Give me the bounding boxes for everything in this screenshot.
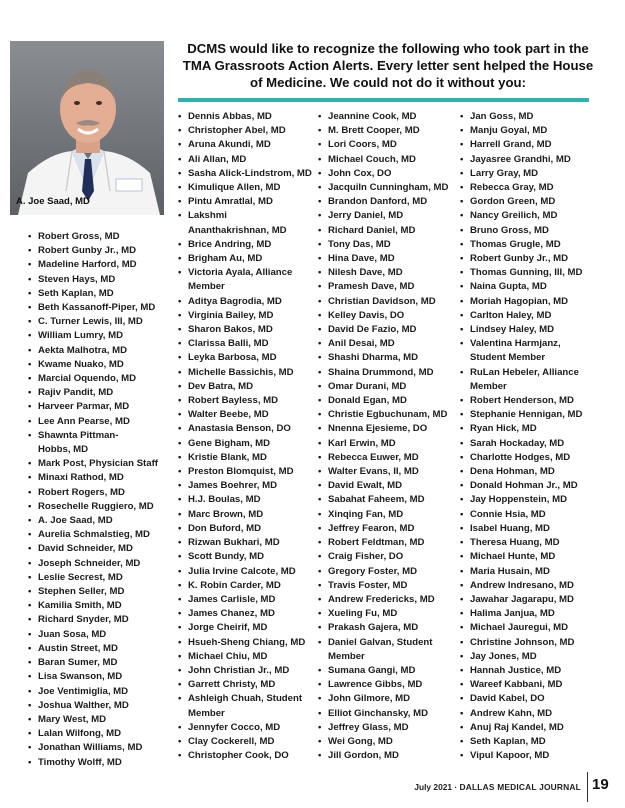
list-item	[460, 337, 600, 365]
list-item: • Michael Couch, MD	[318, 153, 458, 167]
list-item: • Lindsey Haley, MD	[460, 323, 600, 337]
list-item: • David Kabel, DO	[460, 692, 600, 706]
list-item: • Lisa Swanson, MD	[28, 670, 168, 684]
list-item: • James Carlisle, MD	[178, 593, 318, 607]
list-item: • Scott Bundy, MD	[178, 550, 318, 564]
list-item: • Sabahat Faheem, MD	[318, 493, 458, 507]
list-item: • Isabel Huang, MD	[460, 522, 600, 536]
list-item: • Jayasree Grandhi, MD	[460, 153, 600, 167]
list-item: • Steven Hays, MD	[28, 273, 168, 287]
list-item: • Jay Hoppenstein, MD	[460, 493, 600, 507]
list-item: • Sumana Gangi, MD	[318, 664, 458, 678]
list-item: • Wei Gong, MD	[318, 735, 458, 749]
list-item: • Beth Kassanoff-Piper, MD	[28, 301, 168, 315]
list-item: • Bruno Gross, MD	[460, 224, 600, 238]
list-item: • Connie Hsia, MD	[460, 508, 600, 522]
headline: DCMS would like to recognize the following who took part in the TMA Grassroots Action Alerts. Every letter sent helped the House of Medicine. We could not do it without you:	[182, 41, 594, 90]
list-item-line: Member	[188, 707, 225, 719]
list-item: • Anuj Raj Kandel, MD	[460, 721, 600, 735]
list-item: • John Gilmore, MD	[318, 692, 458, 706]
list-item: • Andrew Indresano, MD	[460, 579, 600, 593]
list-item: • Jorge Cheirif, MD	[178, 621, 318, 635]
list-item-line: Member	[470, 380, 507, 392]
list-item: • David Schneider, MD	[28, 542, 168, 556]
list-item: • Jawahar Jagarapu, MD	[460, 593, 600, 607]
list-item: • Thomas Grugle, MD	[460, 238, 600, 252]
list-item: • Walter Beebe, MD	[178, 408, 318, 422]
list-item: • Sharon Bakos, MD	[178, 323, 318, 337]
list-item: • Nilesh Dave, MD	[318, 266, 458, 280]
list-item: • H.J. Boulas, MD	[178, 493, 318, 507]
list-item: • Jan Goss, MD	[460, 110, 600, 124]
list-item: • Baran Sumer, MD	[28, 656, 168, 670]
list-item: • Jeannine Cook, MD	[318, 110, 458, 124]
list-item: • Brigham Au, MD	[178, 252, 318, 266]
list-item: • Joseph Schneider, MD	[28, 557, 168, 571]
list-item: • Robert Henderson, MD	[460, 394, 600, 408]
footer-date: July 2021	[414, 782, 453, 792]
list-item: • Marcial Oquendo, MD	[28, 372, 168, 386]
list-item: • C. Turner Lewis, III, MD	[28, 315, 168, 329]
list-item: • Stephanie Hennigan, MD	[460, 408, 600, 422]
list-item: • Lalan Wilfong, MD	[28, 727, 168, 741]
list-item: • Gordon Green, MD	[460, 195, 600, 209]
list-item: • James Boehrer, MD	[178, 479, 318, 493]
list-item: • Nancy Greilich, MD	[460, 209, 600, 223]
list-item: • Kimulique Allen, MD	[178, 181, 318, 195]
list-item: • Lee Ann Pearse, MD	[28, 415, 168, 429]
name-list-left	[28, 230, 168, 770]
list-item: • Halima Janjua, MD	[460, 607, 600, 621]
list-item: • Gregory Foster, MD	[318, 565, 458, 579]
list-item: • Timothy Wolff, MD	[28, 756, 168, 770]
list-item: • Ryan Hick, MD	[460, 422, 600, 436]
list-item: • Donald Hohman Jr., MD	[460, 479, 600, 493]
list-item: • Austin Street, MD	[28, 642, 168, 656]
list-item: • Travis Foster, MD	[318, 579, 458, 593]
list-item: • Kelley Davis, DO	[318, 309, 458, 323]
list-item: • Aditya Bagrodia, MD	[178, 295, 318, 309]
list-item: • Brandon Danford, MD	[318, 195, 458, 209]
list-item: • Thomas Gunning, III, MD	[460, 266, 600, 280]
list-item: • Maria Husain, MD	[460, 565, 600, 579]
page-divider	[587, 772, 588, 802]
list-item: • Anastasia Benson, DO	[178, 422, 318, 436]
list-item: • Robert Rogers, MD	[28, 486, 168, 500]
list-item: • Julia Irvine Calcote, MD	[178, 565, 318, 579]
list-item: • Hannah Justice, MD	[460, 664, 600, 678]
list-item: • Virginia Bailey, MD	[178, 309, 318, 323]
list-item: • Aurelia Schmalstieg, MD	[28, 528, 168, 542]
list-item: • Manju Goyal, MD	[460, 124, 600, 138]
list-item: • Sasha Alick-Lindstrom, MD	[178, 167, 318, 181]
list-item-line: Member	[188, 281, 225, 293]
list-item: • Ali Allan, MD	[178, 153, 318, 167]
list-item: • Naina Gupta, MD	[460, 280, 600, 294]
list-item: • Rebecca Gray, MD	[460, 181, 600, 195]
list-item: • Lawrence Gibbs, MD	[318, 678, 458, 692]
list-item: • Minaxi Rathod, MD	[28, 471, 168, 485]
list-item: • Joe Ventimiglia, MD	[28, 685, 168, 699]
list-item: • Seth Kaplan, MD	[460, 735, 600, 749]
list-item: • Clarissa Balli, MD	[178, 337, 318, 351]
footer-separator: ·	[454, 782, 458, 792]
list-item: • Christian Davidson, MD	[318, 295, 458, 309]
list-item: • Elliot Ginchansky, MD	[318, 707, 458, 721]
list-item: • Walter Evans, II, MD	[318, 465, 458, 479]
list-item-line: Hobbs, MD	[38, 444, 89, 456]
list-item-line: • Daniel Galvan, Student	[328, 636, 433, 648]
name-list-column-2	[318, 110, 458, 763]
list-item: • Jacquiln Cunningham, MD	[318, 181, 458, 195]
footer-journal: DALLAS MEDICAL JOURNAL	[459, 782, 581, 792]
list-item: • Marc Brown, MD	[178, 508, 318, 522]
list-item: • Sarah Hockaday, MD	[460, 437, 600, 451]
list-item: • Shashi Dharma, MD	[318, 351, 458, 365]
list-item: • Xueling Fu, MD	[318, 607, 458, 621]
list-item: • Jerry Daniel, MD	[318, 209, 458, 223]
list-item: • Harrell Grand, MD	[460, 138, 600, 152]
list-item: • Prakash Gajera, MD	[318, 621, 458, 635]
list-item-line: • Ashleigh Chuah, Student	[188, 693, 303, 705]
list-item: • Pramesh Dave, MD	[318, 280, 458, 294]
list-item: • Robert Gunby Jr., MD	[460, 252, 600, 266]
list-item-line: Member	[328, 650, 365, 662]
list-item: • Jeffrey Glass, MD	[318, 721, 458, 735]
name-list-column-3	[460, 110, 600, 763]
list-item: • Mark Post, Physician Staff	[28, 457, 168, 471]
list-item: • Brice Andring, MD	[178, 238, 318, 252]
list-item: • Jay Jones, MD	[460, 650, 600, 664]
portrait-photo	[10, 41, 164, 215]
list-item: • K. Robin Carder, MD	[178, 579, 318, 593]
name-list-column-1	[178, 110, 318, 763]
list-item	[178, 266, 318, 294]
list-item: • Rajiv Pandit, MD	[28, 386, 168, 400]
list-item: • Seth Kaplan, MD	[28, 287, 168, 301]
list-item-line: • Shawnta Pittman-	[38, 429, 119, 441]
list-item	[178, 209, 318, 237]
list-item: • Christopher Cook, DO	[178, 749, 318, 763]
list-item: • Kristie Blank, MD	[178, 451, 318, 465]
list-item: • Garrett Christy, MD	[178, 678, 318, 692]
list-item: • William Lumry, MD	[28, 329, 168, 343]
list-item: • Craig Fisher, DO	[318, 550, 458, 564]
list-item: • Aruna Akundi, MD	[178, 138, 318, 152]
accent-rule	[178, 98, 589, 102]
list-item: • Carlton Haley, MD	[460, 309, 600, 323]
list-item: • Robert Gross, MD	[28, 230, 168, 244]
list-item: • Michelle Bassichis, MD	[178, 366, 318, 380]
list-item: • Robert Gunby Jr., MD	[28, 244, 168, 258]
list-item: • Madeline Harford, MD	[28, 258, 168, 272]
list-item: • Pintu Amratlal, MD	[178, 195, 318, 209]
list-item: • Mary West, MD	[28, 713, 168, 727]
list-item: • Moriah Hagopian, MD	[460, 295, 600, 309]
list-item: • Jennyfer Cocco, MD	[178, 721, 318, 735]
portrait-illustration	[10, 41, 164, 215]
photo-caption: A. Joe Saad, MD	[16, 196, 90, 207]
list-item: • Leyka Barbosa, MD	[178, 351, 318, 365]
page-number: 19	[592, 776, 609, 793]
list-item: • Christopher Abel, MD	[178, 124, 318, 138]
list-item: • Clay Cockerell, MD	[178, 735, 318, 749]
list-item: • John Christian Jr., MD	[178, 664, 318, 678]
list-item	[460, 366, 600, 394]
list-item	[318, 636, 458, 664]
list-item	[178, 692, 318, 720]
list-item: • Richard Daniel, MD	[318, 224, 458, 238]
list-item: • Don Buford, MD	[178, 522, 318, 536]
list-item: • Kamilia Smith, MD	[28, 599, 168, 613]
list-item: • Karl Erwin, MD	[318, 437, 458, 451]
list-item: • Christie Egbuchunam, MD	[318, 408, 458, 422]
list-item: • A. Joe Saad, MD	[28, 514, 168, 528]
list-item: • Tony Das, MD	[318, 238, 458, 252]
list-item: • Dena Hohman, MD	[460, 465, 600, 479]
list-item: • Hsueh-Sheng Chiang, MD	[178, 636, 318, 650]
list-item: • Larry Gray, MD	[460, 167, 600, 181]
list-item: • Robert Bayless, MD	[178, 394, 318, 408]
list-item: • Charlotte Hodges, MD	[460, 451, 600, 465]
list-item: • Dennis Abbas, MD	[178, 110, 318, 124]
list-item-line: Ananthakrishnan, MD	[188, 224, 287, 236]
list-item: • Leslie Secrest, MD	[28, 571, 168, 585]
list-item: • Christine Johnson, MD	[460, 636, 600, 650]
list-item: • David De Fazio, MD	[318, 323, 458, 337]
list-item: • Stephen Seller, MD	[28, 585, 168, 599]
list-item: • Joshua Walther, MD	[28, 699, 168, 713]
list-item: • Kwame Nuako, MD	[28, 358, 168, 372]
list-item	[28, 429, 168, 457]
list-item: • Aekta Malhotra, MD	[28, 344, 168, 358]
list-item: • Xinqing Fan, MD	[318, 508, 458, 522]
list-item: • Michael Hunte, MD	[460, 550, 600, 564]
footer	[414, 782, 581, 792]
list-item: • Michael Chiu, MD	[178, 650, 318, 664]
list-item: • John Cox, DO	[318, 167, 458, 181]
list-item: • Jill Gordon, MD	[318, 749, 458, 763]
list-item: • Michael Jauregui, MD	[460, 621, 600, 635]
list-item: • Jonathan Williams, MD	[28, 741, 168, 755]
list-item-line: • RuLan Hebeler, Alliance	[470, 366, 579, 378]
list-item: • Richard Snyder, MD	[28, 613, 168, 627]
list-item-line: • Valentina Harmjanz,	[470, 338, 561, 350]
list-item: • Shaina Drummond, MD	[318, 366, 458, 380]
list-item: • Omar Durani, MD	[318, 380, 458, 394]
list-item: • M. Brett Cooper, MD	[318, 124, 458, 138]
list-item-line: Student Member	[470, 352, 546, 364]
list-item: • Robert Feldtman, MD	[318, 536, 458, 550]
list-item: • Donald Egan, MD	[318, 394, 458, 408]
list-item: • Hina Dave, MD	[318, 252, 458, 266]
list-item: • Vipul Kapoor, MD	[460, 749, 600, 763]
list-item: • Lori Coors, MD	[318, 138, 458, 152]
list-item-line: • Lakshmi	[188, 210, 227, 222]
list-item-line: • Victoria Ayala, Alliance	[188, 267, 293, 279]
list-item: • Wareef Kabbani, MD	[460, 678, 600, 692]
list-item: • Nnenna Ejesieme, DO	[318, 422, 458, 436]
list-item: • Andrew Fredericks, MD	[318, 593, 458, 607]
list-item: • Juan Sosa, MD	[28, 628, 168, 642]
list-item: • Anil Desai, MD	[318, 337, 458, 351]
list-item: • Andrew Kahn, MD	[460, 707, 600, 721]
list-item: • David Ewalt, MD	[318, 479, 458, 493]
list-item: • Rizwan Bukhari, MD	[178, 536, 318, 550]
list-item: • Rosechelle Ruggiero, MD	[28, 500, 168, 514]
list-item: • Harveer Parmar, MD	[28, 400, 168, 414]
list-item: • Jeffrey Fearon, MD	[318, 522, 458, 536]
list-item: • Dev Batra, MD	[178, 380, 318, 394]
list-item: • Gene Bigham, MD	[178, 437, 318, 451]
list-item: • Rebecca Euwer, MD	[318, 451, 458, 465]
list-item: • Theresa Huang, MD	[460, 536, 600, 550]
list-item: • James Chanez, MD	[178, 607, 318, 621]
list-item: • Preston Blomquist, MD	[178, 465, 318, 479]
